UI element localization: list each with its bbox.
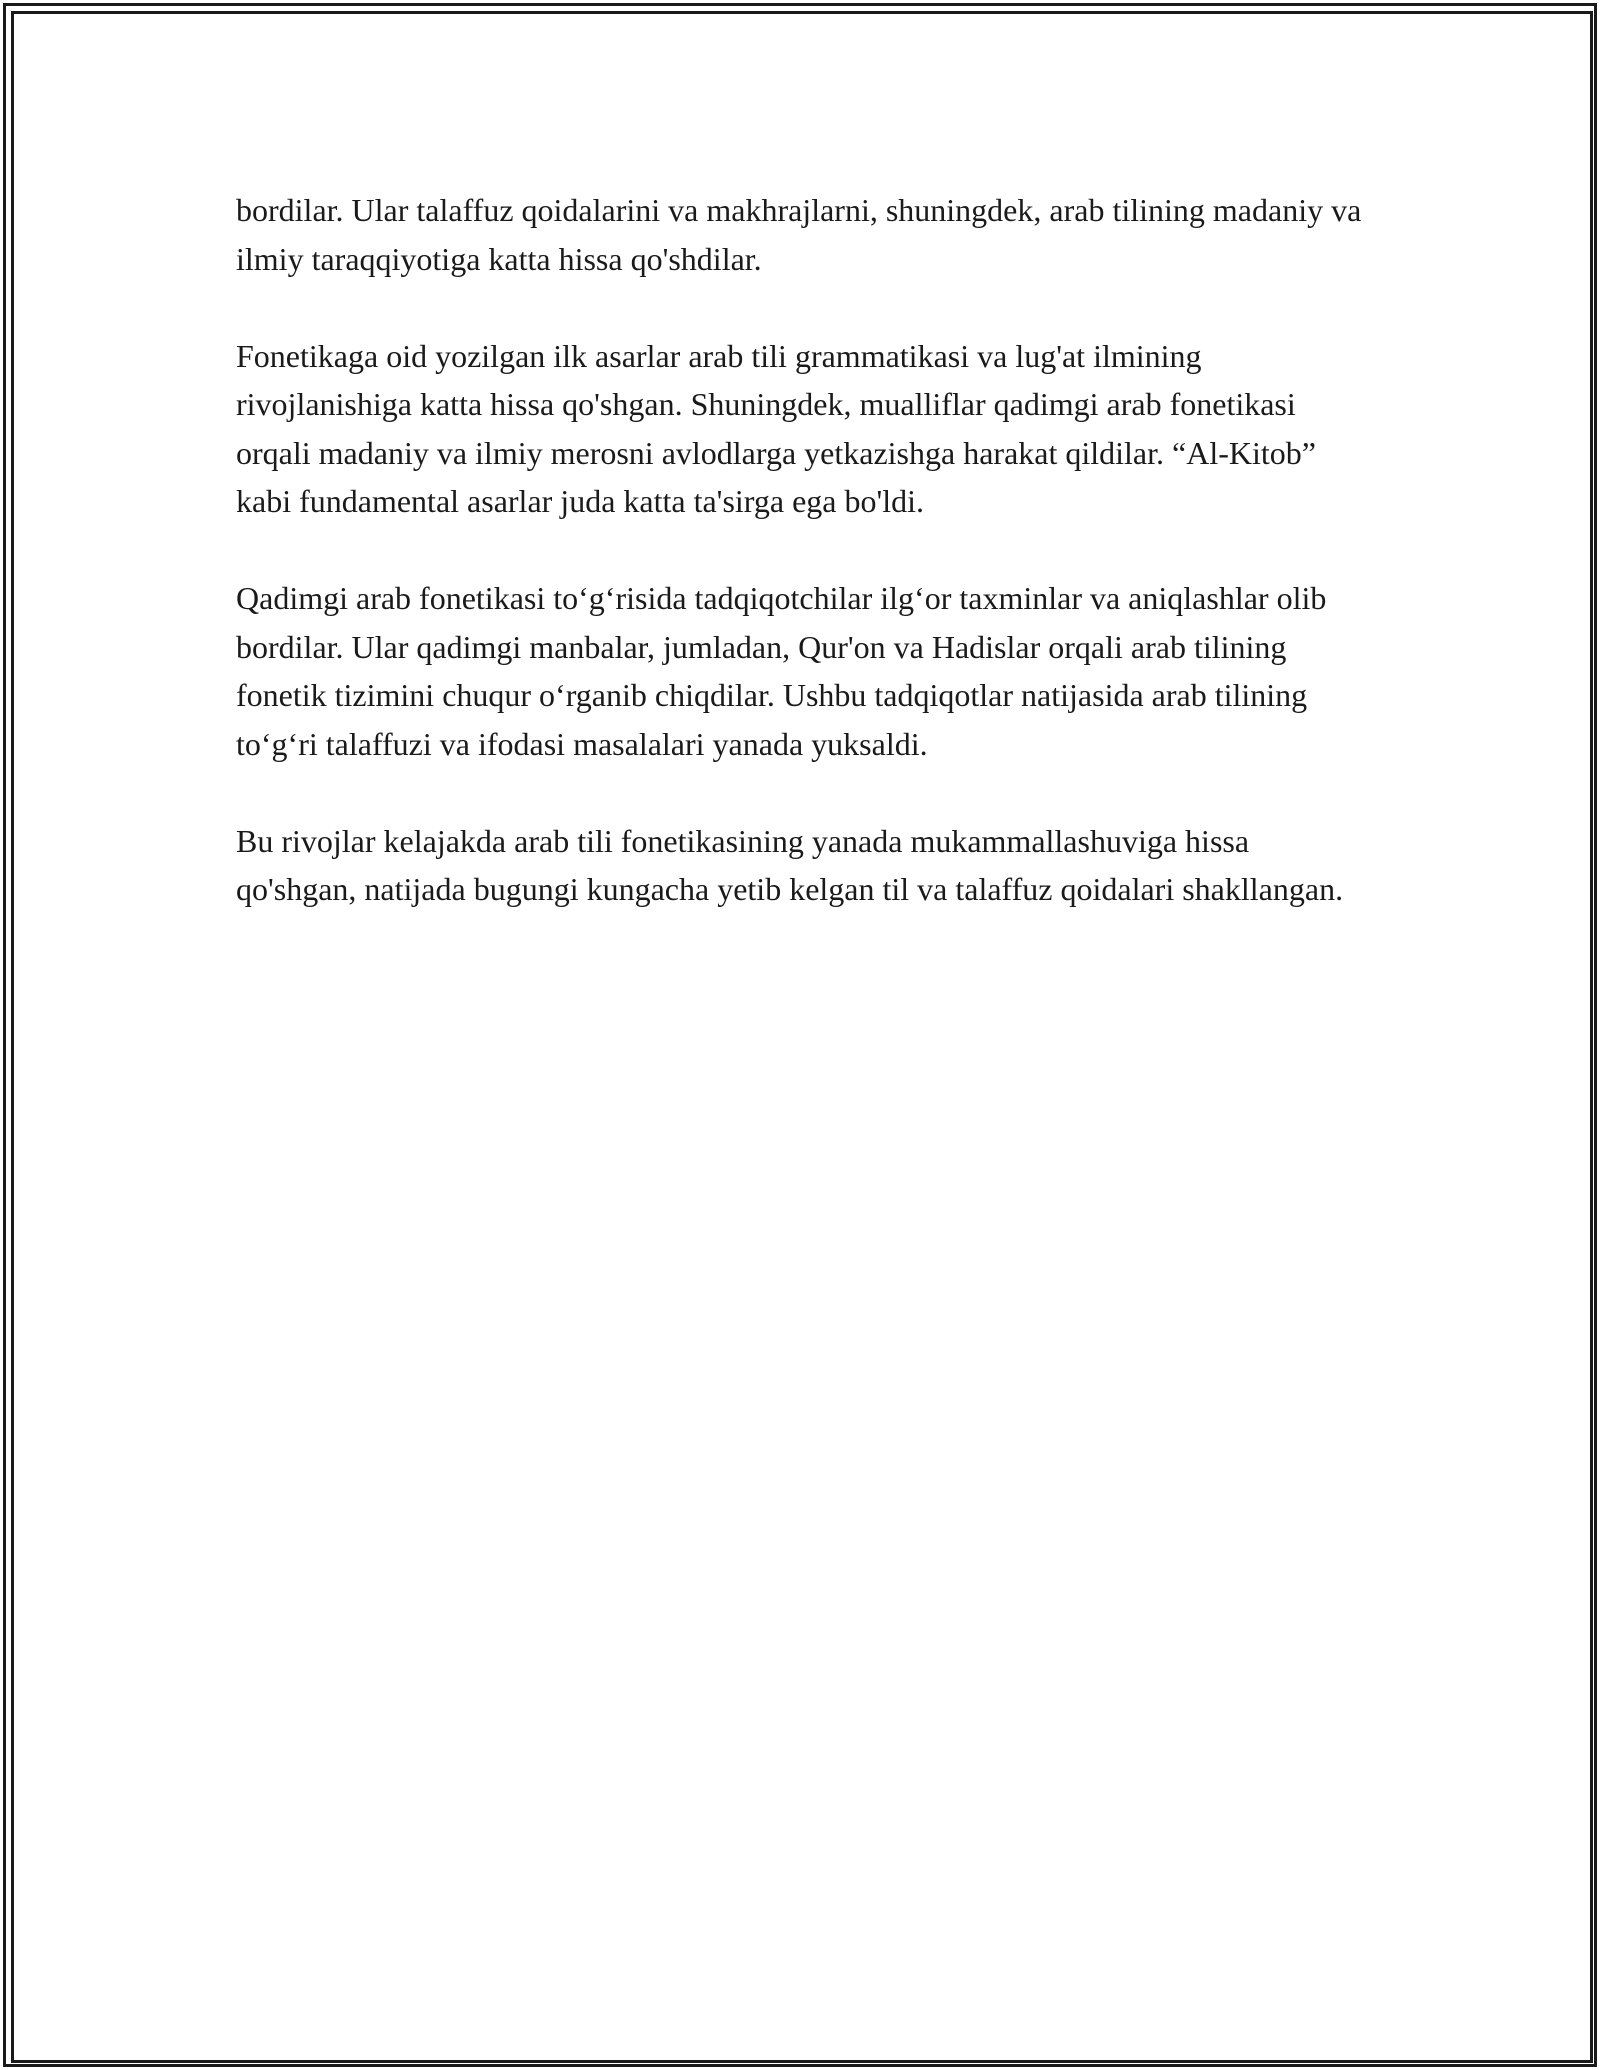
paragraph: Fonetikaga oid yozilgan ilk asarlar arab tili grammatikasi va lug'at ilmining rivojlanishiga katta hissa qo'shgan. Shuningdek, mualliflar qadimgi arab fonetikasi orqali madaniy va ilmiy merosni avlodlarga yetkazishga harakat qildilar. “Al-Kitob” kabi fundamental asarlar juda katta ta'sirga ega bo'ldi. bbox=[236, 337, 1316, 519]
paragraph: Bu rivojlar kelajakda arab tili fonetikasining yanada mukammallashuviga hissa qo'shgan, natijada bugungi kungacha yetib kelgan til va talaffuz qoidalari shakllangan. bbox=[236, 822, 1344, 907]
document-body bbox=[236, 186, 1366, 914]
paragraph: Qadimgi arab fonetikasi to‘g‘risida tadqiqotchilar ilg‘or taxminlar va aniqlashlar olib bordilar. Ular qadimgi manbalar, jumladan, Qur'on va Hadislar orqali arab tilining fonetik tizimini chuqur o‘rganib chiqdilar. Ushbu tadqiqotlar natijasida arab tilining to‘g‘ri talaffuzi va ifodasi masalalari yanada yuksaldi. bbox=[236, 580, 1327, 762]
paragraph: bordilar. Ular talaffuz qoidalarini va makhrajlarni, shuningdek, arab tilining madaniy va ilmiy taraqqiyotiga katta hissa qo'shdilar. bbox=[236, 192, 1362, 277]
